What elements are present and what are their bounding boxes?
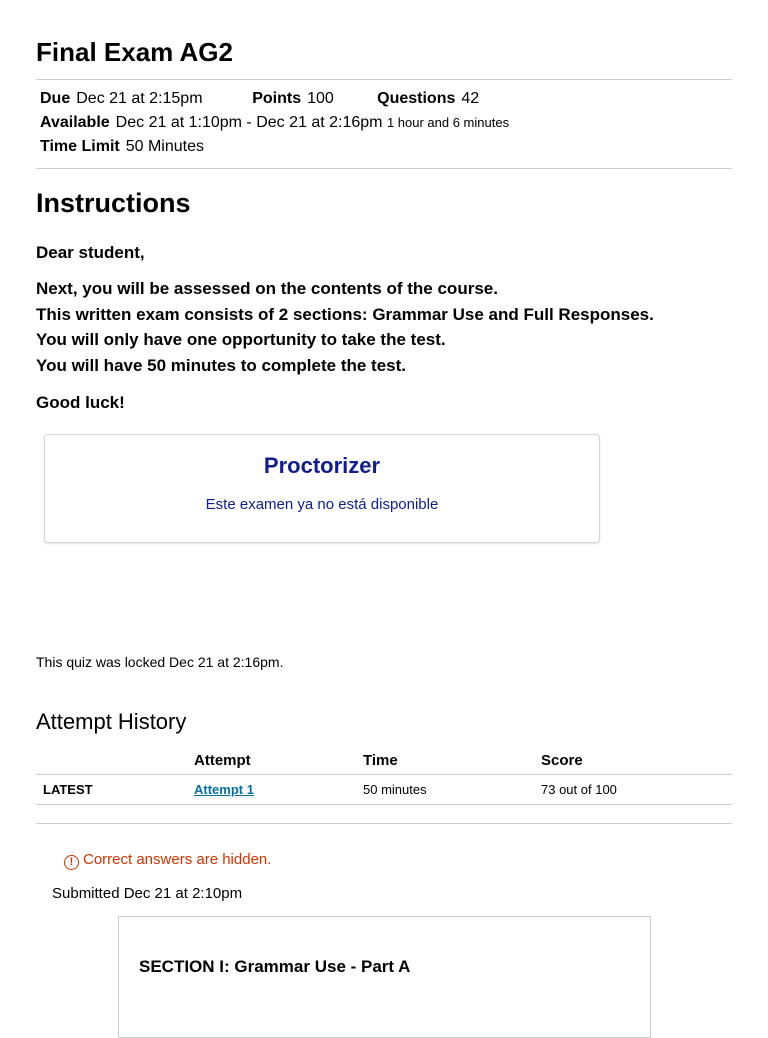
header-divider [36,79,732,80]
proctorizer-panel [44,434,600,543]
table-row [36,775,732,805]
quiz-details-row-3 [40,136,204,158]
column-header-blank [36,746,194,775]
details-divider [36,168,732,169]
points-label: Points [252,90,302,107]
attempt-time: 50 minutes [363,775,541,805]
instructions-line: Next, you will be assessed on the contents of the course. [36,279,498,298]
time-limit-label: Time Limit [40,138,120,155]
instructions-heading: Instructions [36,188,191,218]
attempt-history-heading: Attempt History [36,709,187,734]
instructions-line: You will have 50 minutes to complete the test. [36,355,406,375]
time-limit-value: 50 Minutes [125,138,204,155]
attempt-link[interactable]: Attempt 1 [194,782,254,797]
questions-value: 42 [461,90,480,107]
question-section-box [118,916,651,1038]
instructions-line: You will only have one opportunity to take the test. [36,330,446,349]
available-label: Available [40,114,110,131]
instructions-line: This written exam consists of 2 sections: Grammar Use and Full Responses. [36,304,654,324]
table-header-row [36,746,732,775]
column-header-score: Score [541,746,732,775]
points-value: 100 [307,90,334,107]
attempt-divider [36,823,732,824]
available-value: Dec 21 at 1:10pm - Dec 21 at 2:16pm [115,114,383,131]
proctorizer-title: Proctorizer [263,453,381,478]
quiz-title: Final Exam AG2 [36,37,233,67]
available-duration: 1 hour and 6 minutes [386,115,510,130]
column-header-time: Time [363,746,541,775]
instructions-greeting: Dear student, [36,243,145,262]
column-header-attempt: Attempt [194,746,363,775]
instructions-closing: Good luck! [36,393,125,412]
questions-label: Questions [377,90,456,107]
due-label: Due [40,90,71,107]
quiz-details-row-1 [40,88,479,110]
due-value: Dec 21 at 2:15pm [76,90,203,107]
attempt-history-table [36,746,732,805]
answers-hidden-text: Correct answers are hidden. [83,851,272,868]
answers-hidden-notice [64,850,271,870]
section-title: SECTION I: Grammar Use - Part A [139,957,411,976]
submitted-timestamp: Submitted Dec 21 at 2:10pm [52,885,243,902]
instructions-body [36,276,654,378]
attempt-row-label: LATEST [36,775,194,805]
quiz-details-row-2 [40,112,509,134]
proctorizer-message: Este examen ya no está disponible [205,496,439,513]
quiz-locked-notice: This quiz was locked Dec 21 at 2:16pm. [36,654,284,670]
attempt-score: 73 out of 100 [541,775,732,805]
warning-circle-icon: ! [64,855,79,870]
